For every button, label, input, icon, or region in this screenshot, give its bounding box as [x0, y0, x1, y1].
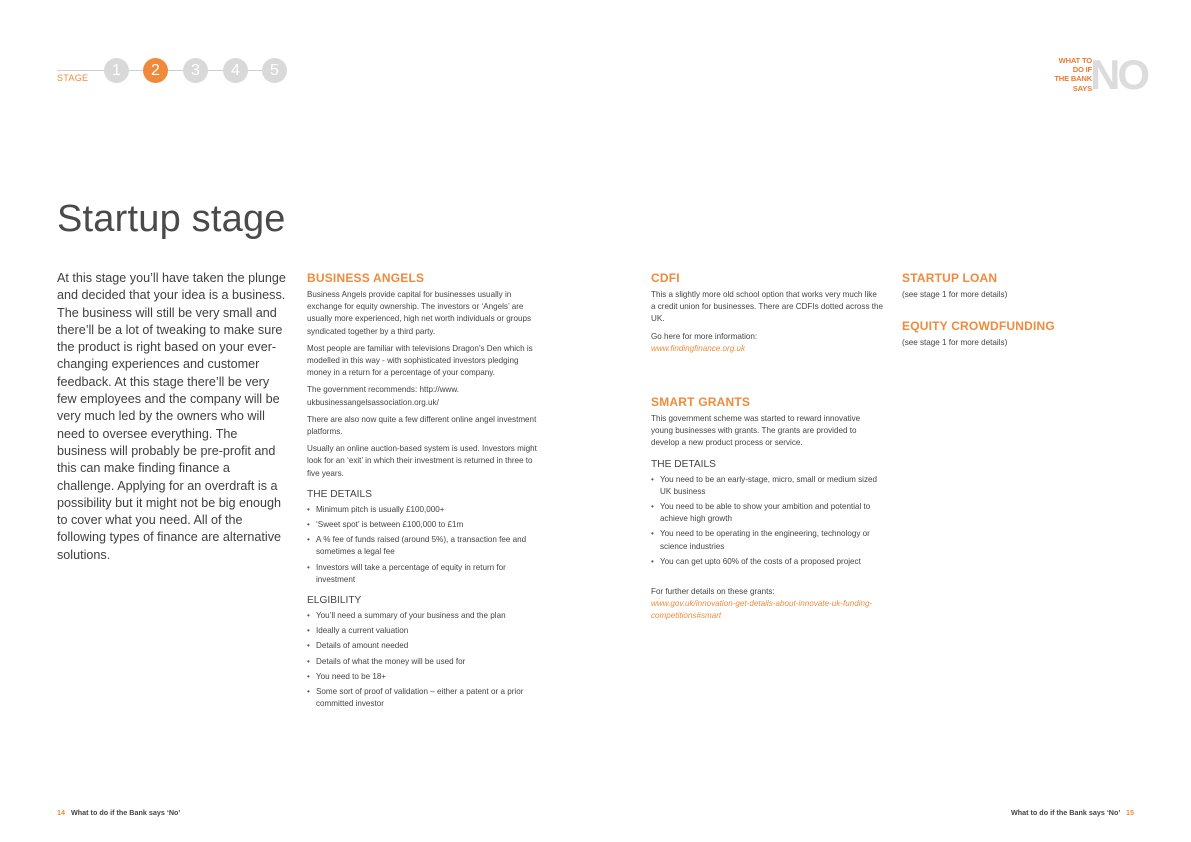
equity-crowdfunding-heading: EQUITY CROWDFUNDING	[902, 319, 1055, 334]
details-list	[307, 504, 543, 586]
details-heading: THE DETAILS	[651, 458, 716, 470]
stage-step-1[interactable]: 1	[104, 58, 129, 83]
equity-crowdfunding-note: (see stage 1 for more details)	[902, 338, 1008, 348]
cdfi-heading: CDFI	[651, 271, 680, 285]
list-item: • You need to be 18+	[307, 671, 543, 683]
paragraph: Usually an online auction-based system is used. Investors might look for an ‘exit’ in which their investment is returned in three to five years.	[307, 444, 537, 478]
startup-loan-note: (see stage 1 for more details)	[902, 290, 1008, 299]
page-number-right: 15	[1126, 808, 1134, 817]
page-number-left: 14	[57, 808, 65, 817]
further-details-label: For further details on these grants:	[651, 587, 775, 597]
eligibility-heading: ELGIBILITY	[307, 595, 362, 607]
eligibility-list	[307, 610, 543, 710]
cdfi-smart-grants-column	[651, 271, 883, 628]
footer-right	[1011, 808, 1134, 817]
more-info-label: Go here for more information:	[651, 331, 758, 341]
paragraph: Business Angels provide capital for businesses usually in exchange for equity ownership. The investors or ‘Angels’ are usually more experienced, high net worth individuals or groups syndicated together by a third party.	[307, 290, 532, 336]
gov-uk-link[interactable]: www.gov.uk/innovation-get-details-about-innovate-uk-funding-competitions#smart	[651, 599, 873, 621]
list-item: • A % fee of funds raised (around 5%), a transaction fee and sometimes a legal fee	[307, 534, 543, 558]
logo-line: SAYS	[1072, 83, 1092, 93]
logo-line: WHAT TO	[1058, 56, 1092, 65]
list-item: • You need to be operating in the engineering, technology or science industries	[651, 528, 883, 552]
footer-left-text: What to do if the Bank says ‘No’	[71, 808, 181, 817]
logo-no: NO	[1090, 51, 1147, 98]
list-item: • Minimum pitch is usually £100,000+	[307, 504, 543, 516]
footer-right-text: What to do if the Bank says ‘No’	[1010, 808, 1120, 817]
smart-grants-heading: SMART GRANTS	[651, 395, 751, 410]
details-heading: THE DETAILS	[307, 488, 372, 500]
list-item: • You need to be an early-stage, micro, small or medium sized UK business	[651, 474, 883, 498]
list-item: • You’ll need a summary of your business and the plan	[307, 610, 543, 622]
logo-line: THE BANK	[1054, 74, 1092, 84]
paragraph: Most people are familiar with televisions Dragon’s Den which is modelled in this way - with sophisticated investors pledging money in a return for a percentage of your company.	[307, 343, 533, 378]
list-item: • Details of what the money will be used for	[307, 656, 543, 668]
stage-step-2-active[interactable]: 2	[143, 58, 168, 83]
logo	[1046, 51, 1147, 100]
logo-line: DO IF	[1072, 65, 1092, 75]
stage-line	[57, 70, 287, 71]
page-title: Startup stage	[57, 198, 286, 240]
list-item: • You need to be able to show your ambition and potential to achieve high growth	[651, 501, 883, 525]
business-angels-heading: BUSINESS ANGELS	[307, 271, 425, 285]
logo-text	[1054, 56, 1092, 93]
paragraph: This government scheme was started to reward innovative young businesses with grants. The grants are provided to develop a new product process or service.	[651, 414, 861, 448]
stage-step-4[interactable]: 4	[223, 58, 248, 83]
stage-navigation	[57, 56, 297, 84]
intro-paragraph: At this stage you’ll have taken the plunge and decided that your idea is a business. The business will still be very small and there’ll be a lot of tweaking to make sure the product is right based on your ever-changing experiences and customer feedback. At this stage there’ll be very few employees and the company will be very much led by the owners who will need to oversee everything. The business will probably be pre-profit and this can make finding finance a challenge. Applying for an overdraft is a possibility but it might not be big enough to cover what you need. All of the following types of finance are alternative solutions.	[57, 271, 286, 562]
details-list	[651, 474, 883, 568]
paragraph: The government recommends: http://www. ukbusinessangelsassociation.org.uk/	[307, 385, 460, 407]
list-item: • Ideally a current valuation	[307, 625, 543, 637]
stage-label: STAGE	[57, 73, 89, 83]
paragraph: There are also now quite a few different online angel investment platforms.	[307, 414, 537, 437]
stage-step-3[interactable]: 3	[183, 58, 208, 83]
finding-finance-link[interactable]: www.findingfinance.org.uk	[651, 343, 746, 353]
startup-loan-heading: STARTUP LOAN	[902, 271, 998, 285]
list-item: • Details of amount needed	[307, 640, 543, 652]
list-item: • Some sort of proof of validation – either a patent or a prior committed investor	[307, 686, 543, 710]
footer-left	[57, 808, 180, 817]
paragraph: This a slightly more old school option that works very much like a credit union for businesses. There are CDFIs dotted across the UK.	[651, 290, 883, 324]
business-angels-section	[307, 271, 543, 713]
loan-crowdfunding-column	[902, 271, 1102, 354]
list-item: • You can get upto 60% of the costs of a proposed project	[651, 556, 883, 568]
stage-step-5[interactable]: 5	[262, 58, 287, 83]
list-item: • Investors will take a percentage of equity in return for investment	[307, 562, 543, 586]
list-item: • ‘Sweet spot’ is between £100,000 to £1m	[307, 519, 543, 531]
